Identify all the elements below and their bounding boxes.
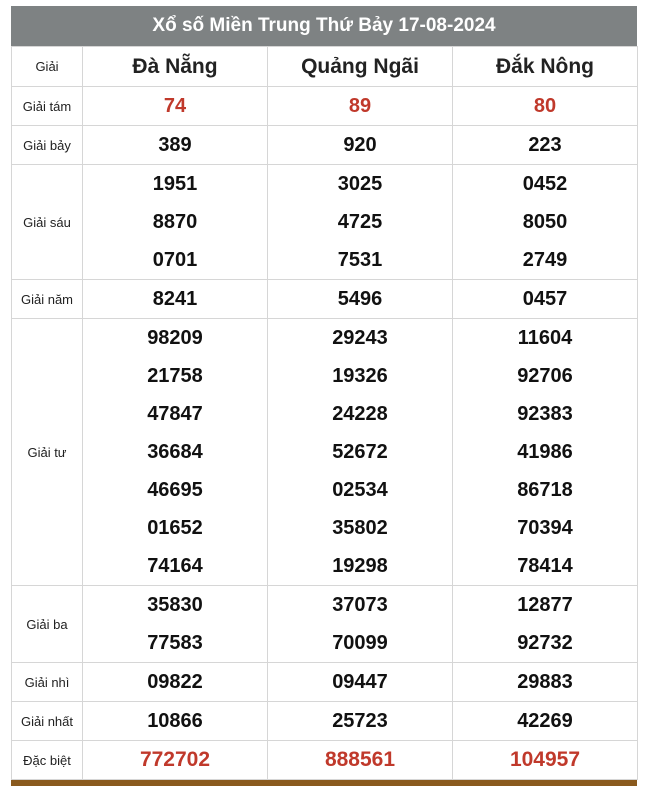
prize-number: 1951 (152, 173, 198, 195)
prize-numbers-cell (83, 126, 268, 165)
prize-numbers-cell (83, 702, 268, 741)
prize-numbers-cell (83, 165, 268, 280)
prize-numbers-cell (83, 319, 268, 586)
prize-number: 09447 (332, 671, 388, 693)
prize-label: Giải năm (12, 280, 83, 319)
prize-number: 920 (343, 134, 377, 156)
prize-number: 29243 (332, 327, 388, 349)
prize-row (12, 280, 638, 319)
prize-number: 29883 (517, 671, 573, 693)
prize-numbers-cell (268, 663, 453, 702)
prize-number: 42269 (517, 710, 573, 732)
prize-number: 223 (528, 134, 562, 156)
prize-number: 41986 (517, 441, 573, 463)
prize-numbers-cell (453, 741, 638, 780)
prize-number: 89 (348, 95, 372, 117)
prize-number: 02534 (332, 479, 388, 501)
prize-number: 92706 (517, 365, 573, 387)
prize-numbers-cell (453, 87, 638, 126)
prize-number: 0701 (152, 249, 198, 271)
prize-number: 77583 (147, 632, 203, 654)
results-table (11, 46, 638, 780)
prize-row (12, 741, 638, 780)
prize-number: 52672 (332, 441, 388, 463)
prize-number: 389 (158, 134, 192, 156)
prize-number: 4725 (337, 211, 383, 233)
prize-numbers-cell (453, 280, 638, 319)
prize-number: 104957 (509, 748, 581, 771)
prize-numbers-cell (268, 280, 453, 319)
prize-label: Giải bảy (12, 126, 83, 165)
prize-number: 24228 (332, 403, 388, 425)
prize-numbers-cell (453, 586, 638, 663)
prize-column-header: Giải (12, 47, 83, 87)
prize-row (12, 586, 638, 663)
prize-number: 11604 (517, 327, 573, 349)
prize-number: 86718 (517, 479, 573, 501)
prize-numbers-cell (453, 165, 638, 280)
prize-number: 3025 (337, 173, 383, 195)
prize-number: 5496 (337, 288, 383, 310)
prize-number: 888561 (324, 748, 396, 771)
prize-number: 92383 (517, 403, 573, 425)
prize-numbers-cell (268, 319, 453, 586)
prize-numbers-cell (268, 87, 453, 126)
prize-numbers-cell (453, 126, 638, 165)
prize-number: 98209 (147, 327, 203, 349)
prize-row (12, 126, 638, 165)
prize-number: 37073 (332, 594, 388, 616)
prize-label: Giải tư (12, 319, 83, 586)
prize-numbers-cell (83, 663, 268, 702)
prize-number: 19326 (332, 365, 388, 387)
prize-numbers-cell (268, 702, 453, 741)
prize-number: 772702 (139, 748, 211, 771)
prize-numbers-cell (453, 319, 638, 586)
prize-numbers-cell (268, 126, 453, 165)
prize-label: Giải ba (12, 586, 83, 663)
page-title: Xổ số Miền Trung Thứ Bảy 17-08-2024 (11, 6, 637, 46)
prize-numbers-cell (83, 586, 268, 663)
prize-number: 35830 (147, 594, 203, 616)
prize-numbers-cell (83, 741, 268, 780)
prize-number: 25723 (332, 710, 388, 732)
province-header-da-nang: Đà Nẵng (83, 47, 268, 87)
prize-number: 0452 (522, 173, 568, 195)
bottom-bar (11, 780, 637, 786)
province-header-dak-nong: Đắk Nông (453, 47, 638, 87)
prize-number: 0457 (522, 288, 568, 310)
prize-number: 01652 (147, 517, 203, 539)
prize-number: 8870 (152, 211, 198, 233)
prize-number: 74164 (147, 555, 203, 577)
prize-number: 2749 (522, 249, 568, 271)
prize-number: 21758 (147, 365, 203, 387)
prize-label: Giải sáu (12, 165, 83, 280)
prize-row (12, 87, 638, 126)
header-row (12, 47, 638, 87)
prize-row (12, 663, 638, 702)
prize-number: 8050 (522, 211, 568, 233)
prize-label: Giải nhì (12, 663, 83, 702)
prize-number: 8241 (152, 288, 198, 310)
prize-numbers-cell (268, 586, 453, 663)
prize-number: 19298 (332, 555, 388, 577)
prize-number: 80 (533, 95, 557, 117)
prize-label: Đặc biệt (12, 741, 83, 780)
prize-number: 12877 (517, 594, 573, 616)
prize-number: 46695 (147, 479, 203, 501)
prize-number: 09822 (147, 671, 203, 693)
prize-row (12, 702, 638, 741)
prize-row (12, 165, 638, 280)
prize-numbers-cell (453, 702, 638, 741)
prize-row (12, 319, 638, 586)
prize-number: 7531 (337, 249, 383, 271)
prize-number: 35802 (332, 517, 388, 539)
prize-number: 70099 (332, 632, 388, 654)
prize-label: Giải nhất (12, 702, 83, 741)
prize-numbers-cell (268, 165, 453, 280)
prize-numbers-cell (268, 741, 453, 780)
prize-number: 92732 (517, 632, 573, 654)
prize-number: 36684 (147, 441, 203, 463)
lottery-results (11, 6, 637, 786)
prize-number: 74 (163, 95, 187, 117)
prize-number: 70394 (517, 517, 573, 539)
prize-number: 10866 (147, 710, 203, 732)
prize-number: 78414 (517, 555, 573, 577)
province-header-quang-ngai: Quảng Ngãi (268, 47, 453, 87)
prize-label: Giải tám (12, 87, 83, 126)
prize-numbers-cell (83, 280, 268, 319)
prize-numbers-cell (453, 663, 638, 702)
prize-number: 47847 (147, 403, 203, 425)
prize-numbers-cell (83, 87, 268, 126)
